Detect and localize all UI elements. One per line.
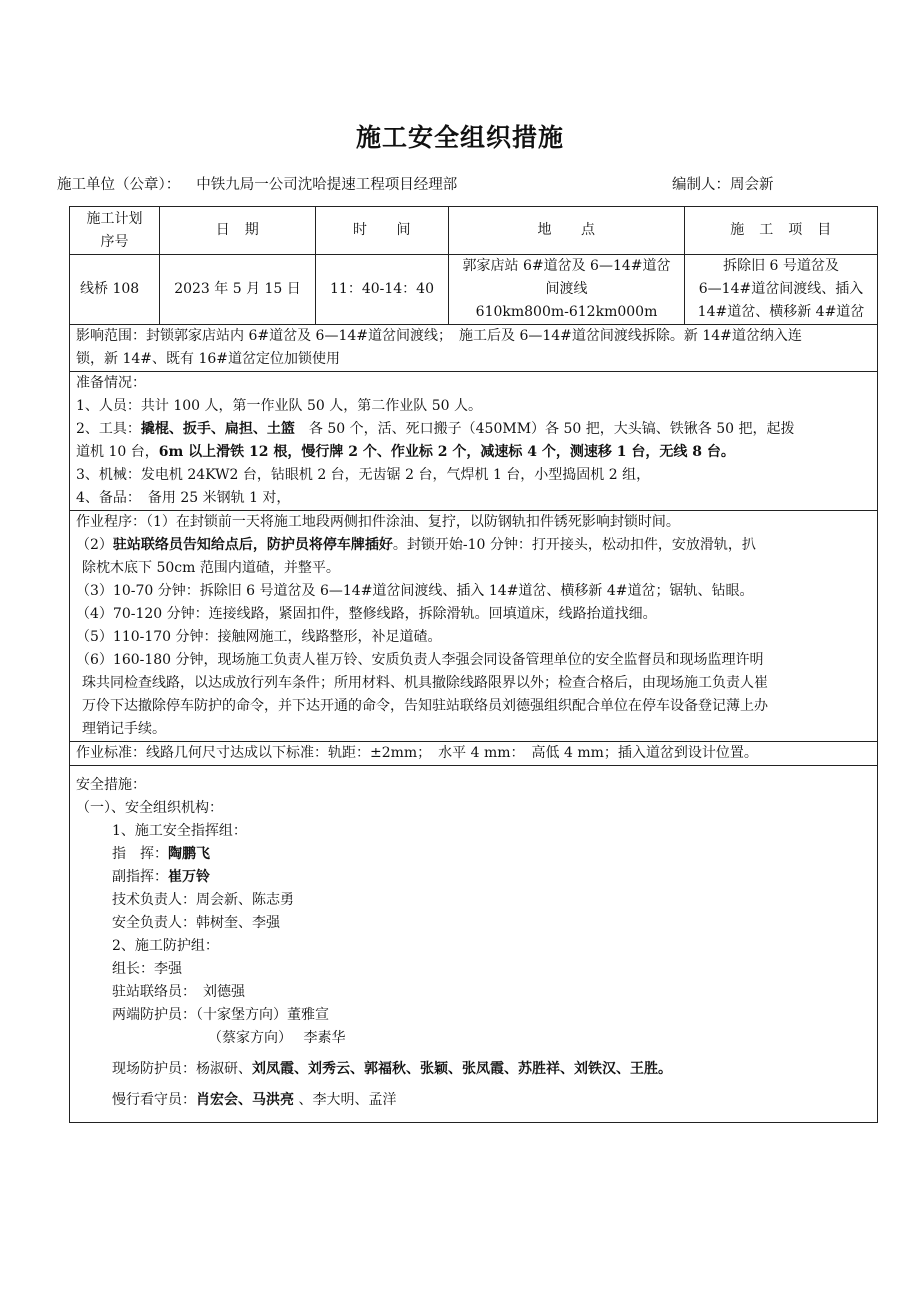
safety-end-guards-2: （蔡家方向） 李素华 (208, 1030, 346, 1046)
safety-group-1: 1、施工安全指挥组： (112, 823, 247, 839)
procedure-step-6-cont-2: 万伶下达撤除停车防护的命令，并下达开通的命令，告知驻站联络员刘德强组织配合单位在停车设备登记薄上办 (82, 698, 768, 714)
safety-heading: 安全措施： (76, 777, 146, 793)
procedure-step-5: （5）110-170 分钟：接触网施工，线路整形，补足道碴。 (76, 629, 442, 645)
table-header-row (70, 207, 878, 255)
safety-group-leader: 组长：李强 (112, 961, 182, 977)
header-plan-no: 施工计划 序号 (70, 207, 160, 255)
safety-tech-lead: 技术负责人：周会新、陈志勇 (112, 892, 294, 908)
header-time: 时 间 (316, 207, 449, 255)
prep-personnel: 1、人员：共计 100 人，第一作业队 50 人，第二作业队 50 人。 (76, 398, 482, 414)
procedure-step-3: （3）10-70 分钟：拆除旧 6 号道岔及 6—14#道岔间渡线、插入 14#道岔、横移新 4#道岔；锯轨、钻眼。 (76, 583, 754, 599)
procedure-step-2: （2）驻站联络员告知给点后，防护员将停车牌插好。封锁开始-10 分钟：打开接头，松动扣件，安放滑轨，扒 (76, 537, 756, 553)
prep-tools: 2、工具：撬棍、扳手、扁担、土篮 各 50 个，活、死口搬子（450MM）各 50 把，大头镐、铁锹各 50 把，起拨 (76, 421, 795, 437)
procedure-section (70, 511, 878, 742)
procedure-step-6: （6）160-180 分钟，现场施工负责人崔万铃、安质负责人李强会同设备管理单位的安全监督员和现场监理许明 (76, 652, 764, 668)
safety-section (70, 766, 878, 1123)
prep-tools-cont: 道机 10 台，6m 以上滑铁 12 根，慢行牌 2 个、作业标 2 个，减速标 4 个，测速移 1 台，无线 8 台。 (76, 444, 735, 460)
header-place: 地 点 (449, 207, 685, 255)
safety-group-2: 2、施工防护组： (112, 938, 219, 954)
cell-date: 2023 年 5 月 15 日 (160, 255, 316, 325)
procedure-step-6-cont-1: 珠共同检查线路，以达成放行列车条件；所用材料、机具撤除线路限界以外；检查合格后，由现场施工负责人崔 (82, 675, 768, 691)
scope-line-1: 影响范围：封锁郭家店站内 6#道岔及 6—14#道岔间渡线； 施工后及 6—14#道岔间渡线拆除。新 14#道岔纳入连 (76, 328, 802, 344)
safety-end-guards: 两端防护员：（十家堡方向）董雅宣 (112, 1007, 329, 1023)
editor-label: 编制人： (672, 177, 730, 193)
procedure-step-6-cont-3: 理销记手续。 (82, 721, 166, 737)
table-row (70, 255, 878, 325)
construction-plan-table (69, 206, 878, 1123)
prep-machines: 3、机械：发电机 24KW2 台，钻眼机 2 台，无齿锯 2 台，气焊机 1 台，小型捣固机 2 组， (76, 467, 651, 483)
safety-vice-commander: 副指挥：崔万铃 (112, 869, 210, 885)
scope-line-2: 锁，新 14#、既有 16#道岔定位加锁使用 (76, 351, 340, 367)
safety-site-guards: 现场防护员：杨淑研、刘凤霞、刘秀云、郭福秋、张颖、张凤霞、苏胜祥、刘铁汉、王胜。 (112, 1061, 672, 1077)
cell-time: 11：40-14：40 (316, 255, 449, 325)
cell-place: 郭家店站 6#道岔及 6—14#道岔 间渡线 610km800m-612km000m (449, 255, 685, 325)
construction-unit-value: 中铁九局一公司沈哈提速工程项目经理部 (196, 177, 458, 193)
document-title: 施工安全组织措施 (355, 123, 564, 152)
procedure-step-1: 作业程序：（1）在封锁前一天将施工地段两侧扣件涂油、复拧，以防钢轨扣件锈死影响封锁时间。 (76, 514, 680, 530)
safety-liaison: 驻站联络员： 刘德强 (112, 984, 245, 1000)
scope-section (70, 325, 878, 372)
editor (672, 173, 774, 194)
safety-slow-watch: 慢行看守员：肖宏会、马洪亮 、李大明、孟洋 (112, 1092, 397, 1108)
safety-safety-lead: 安全负责人：韩树奎、李强 (112, 915, 280, 931)
procedure-step-2-cont: 除枕木底下 50cm 范围内道碴，并整平。 (82, 560, 340, 576)
prep-heading: 准备情况： (76, 375, 146, 391)
standard-text: 作业标准：线路几何尺寸达成以下标准：轨距：±2mm； 水平 4 mm： 高低 4 mm；插入道岔到设计位置。 (76, 745, 758, 761)
header-project: 施 工 项 目 (685, 207, 878, 255)
construction-unit-label: 施工单位（公章）： (57, 177, 181, 193)
header-date: 日 期 (160, 207, 316, 255)
safety-commander: 指 挥：陶鹏飞 (112, 846, 210, 862)
prep-spares: 4、备品： 备用 25 米钢轨 1 对， (76, 490, 291, 506)
safety-org: （一）、安全组织机构： (76, 800, 223, 816)
cell-project: 拆除旧 6 号道岔及 6—14#道岔间渡线、插入 14#道岔、横移新 4#道岔 (685, 255, 878, 325)
cell-plan-no: 线桥 108 (70, 255, 160, 325)
construction-unit (57, 173, 457, 194)
procedure-step-4: （4）70-120 分钟：连接线路，紧固扣件，整修线路，拆除滑轨。回填道床，线路抬道找细。 (76, 606, 657, 622)
preparation-section (70, 372, 878, 511)
editor-value: 周会新 (730, 177, 774, 193)
standard-section (70, 742, 878, 766)
